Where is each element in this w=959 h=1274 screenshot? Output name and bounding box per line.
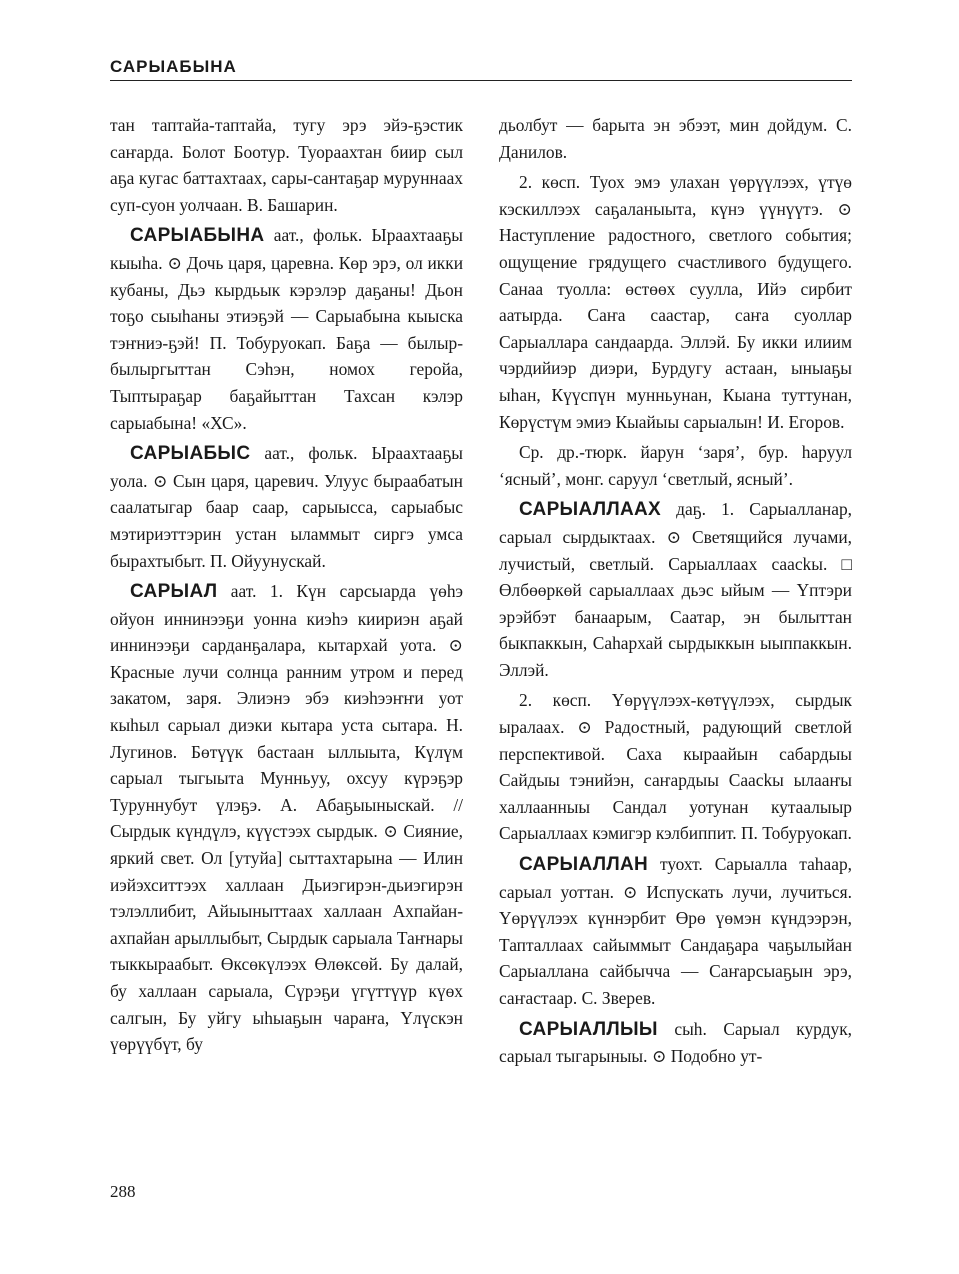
headword: САРЫАЛЛААХ [519,499,661,521]
entry-body: туохт. Сарыалла таһаар, сарыал уоттан. ⊙ Испускать лучи, лучиться. Үөрүүлээх күннэрбит Өрө үөмэн күндээрэн, Тапталлаах сайыммыт Сандаҕара чаҕылыйан Сарыаллана сайбычча — Саҥарсыаҕын эрэ, саҥастаар. С. Зверев. [499,854,852,1008]
page-number: 288 [110,1182,136,1201]
entry-body: аат. 1. Күн сарсыарда үөһэ ойуон иннинээҕи уонна киэһэ киириэн аҕай иннинээҕи сарданҕалара, кытархай уота. ⊙ Красные лучи солнца ранним утром и перед закатом, заря. Элиэнэ эбэ киэһээҥҥи уот кыһыл сарыал диэки кытара уста сытара. Н. Лугинов. Бөтүүк бастаан ыллыыта, Күлүм сарыал тыгыыта Мунньуу, охсуу күрэҕэр Туруннубут үлэҕэ. А. Абаҕыыныскай. // Сырдык күндүлэ, күүстээх сырдык. ⊙ Сияние, яркий свет. Ол [утуйа] сыттахтарына — Илин иэйэхситтээх халлаан Дьиэгирэн-дьиэгирэн тэлэллибит, Айыыныттаах халлаан Ахпайан-ахпайан арыллыбыт, Сырдык сарыала Таҥнары тыккыраабыт. Өксөкүлээх Өлөксөй. Бу далай, бу халлаан сарыала, Сүрэҕи үгүттүүр күөх салгын, Бу уйгу ыһыаҕын чараҥа, Үлүскэн үөрүүбүт, бу [110,581,463,1055]
entry-body: аат., фольк. Ыраахтааҕы уола. ⊙ Сын царя, царевич. Улуус быраабатын саалатыгар баар саар, сарыысса, сарыабыс мэтириэттэрин устан ыламмыт сиргэ умса бырахтыбыт. П. Ойуунускай. [110,443,463,571]
etymology: Ср. др.-тюрк. йарун ‘заря’, бур. һаруул ‘ясный’, монг. саруул ‘светлый, ясный’. [499,442,852,489]
running-header [110,54,852,81]
entry-body: сыһ. Сарыал курдук, сарыал тыгарыныы. ⊙ Подобно ут- [499,1018,852,1067]
entry-sarыallan [499,851,852,1012]
entry-sarыabys [110,440,463,574]
left-column [110,112,463,1058]
entry-sarыabyna [110,222,463,436]
entry-sarыallыy [499,1016,852,1070]
entry-continuation: тан таптайа-таптайа, тугу эрэ эйэ-ҕэстик саҥарда. Болот Боотур. Туораахтан биир сыл аҕа кугас баттахтаах, сары-сантаҕар муруннаах суп-суон уолчаан. В. Башарин. [110,115,463,215]
entry-sarыal [110,578,463,1058]
entry-sense-2: 2. көсп. Үөрүүлээх-көтүүлээх, сырдык ыралаах. ⊙ Радостный, радующий светлой перспективой. Саха кыраайын сабардыы Сайдыы тэнийэн, саҥардыы Саасkы ылааҥы халлаанныы Сандал уотунан кутаалыыр Сарыаллаах кэмигэр кэлбиппит. П. Тобуруокап. [499,690,852,844]
header-title: САРЫАБЫНА [110,57,237,76]
entry-continuation: дьолбут — барыта эн эбээт, мин дойдум. С. Данилов. [499,115,852,162]
entry-sarыallaah [499,496,852,683]
entry-body: даҕ. 1. Сарыалланар, сарыал сырдыктаах. ⊙ Светящийся лучами, лучистый, светлый. Сарыаллаах саасkы. □ Өлбөөркөй сарыаллаах дьэс ыйым — Үптэри эрэйбэт банаарым, Саатар, эн былыттан быкпаккын, Саһархай сырдыккын ыыппаккын. Эллэй. [499,499,852,680]
headword: САРЫАБЫС [130,443,251,465]
headword: САРЫАЛЛЫЫ [519,1018,658,1040]
entry-body: аат., фольк. Ыраахтааҕы кыыһа. ⊙ Дочь царя, царевна. Көр эрэ, ол икки кубаны, Дьэ кырдьык кэрэлэр даҕаны! Дьон тоҕо сыыһаны этиэҕэй — Сарыабына кыыска тэҥниэ-ҕэй! П. Тобуруокап. Баҕа — былыр-былыргыттан Сэһэн, номох геройа, Тыптыраҕар баҕайыттан Тахсан кэлэр сарыабына! «ХС». [110,225,463,433]
headword: САРЫАЛ [130,581,218,603]
right-column [499,112,852,1070]
entry-sense-2: 2. көсп. Туох эмэ улахан үөрүүлээх, үтүө кэскиллээх саҕаланыыта, күнэ үүнүүтэ. ⊙ Наступление радостного, светлого события; ощущение грядущего счастливого будущего. Санаа туолла: өстөөх суулла, Ийэ сирбит аатырда. Саҥа саастар, саҥа суоллар Сарыаллара сандаарда. Эллэй. Бу икки илиим чэрдийиэр диэри, Бурдугу астаан, ыныаҕы ыһан, Күүспүн мунньунан, Кыана туттунан, Көрүстүм эмиэ Кыайыы сарыалын! И. Егоров. [499,172,852,432]
headword: САРЫАЛЛАН [519,854,649,876]
headword: САРЫАБЫНА [130,225,265,247]
